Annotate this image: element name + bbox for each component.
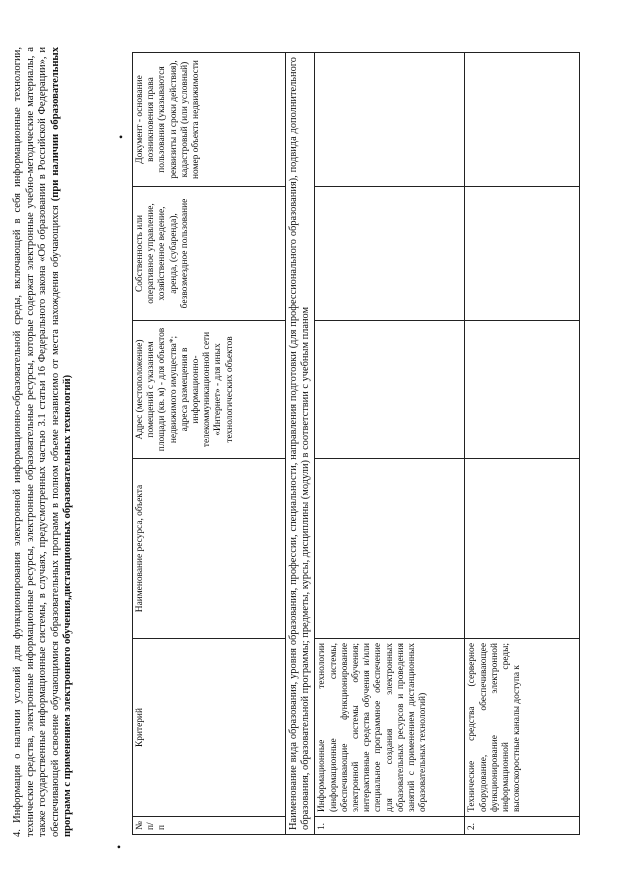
margin-mark: • xyxy=(112,844,126,849)
row-2-num: 2. xyxy=(465,817,580,835)
row-1-document xyxy=(315,53,465,187)
row-1-resource-name xyxy=(315,459,465,639)
row-1-address xyxy=(315,321,465,459)
intro-bold-text: (при наличии образовательных программ с применением электронного обучения,дистанционных образовательных технологий) xyxy=(49,47,74,837)
header-address: Адрес (местоположение) помещений с указанием площади (кв. м) - для объектов недвижимого имущества*; адреса размещения в информационно-телекоммуникационной сети «Интернет» - для иных технологических объектов xyxy=(133,321,286,459)
header-criterion: Критерий xyxy=(133,639,286,817)
header-document: Документ - основание возникновения права пользования (указываются реквизиты и сроки действия), кадастровый (или условный) номер объекта недвижимости xyxy=(133,53,286,187)
intro-text: 4. Информация о наличии условий для функционирования электронной информационно-образовательной среды, включающей в себя информационные технологии, технические средства, электронные информационные ресурсы, электронные образовательные ресурсы, которые содержат электронные учебно-методические материалы, а также государственные информационные системы, в случаях, предусмотренных частью 3.1 статьи 16 Федерального закона «Об образовании в Российской Федерации», и обеспечивающей освоение обучающимися образовательных программ в полном объеме независимо от места нахождения обучающихся xyxy=(12,47,61,837)
resources-table xyxy=(132,52,580,835)
row-1-criterion: Информационные технологии (информационные системы, обеспечивающие функционирование электронной системы обучения; интерактивные средства обучения и/или специальное программное обеспечение для создания электронных образовательных ресурсов и проведения занятий с применением дистанционных образовательных технологий) xyxy=(315,639,465,817)
row-1-num: 1. xyxy=(315,817,465,835)
table-header-row xyxy=(133,53,286,835)
header-ownership: Собственность или оперативное управление, хозяйственное ведение, аренда, (субаренда), безвозмездное пользование xyxy=(133,187,286,321)
table-row xyxy=(465,53,580,835)
row-2-document xyxy=(465,53,580,187)
span-row-text: Наименование вида образования, уровня образования, профессии, специальности, направления подготовки (для профессионального образования), подвида дополнительного образования, образовательной программы; предметы, курсы, дисциплины (модули) в соответствии с учебным планом xyxy=(286,53,315,835)
table-row xyxy=(315,53,465,835)
row-1-ownership xyxy=(315,187,465,321)
row-2-address xyxy=(465,321,580,459)
row-2-criterion: Технические средства (серверное оборудование, обеспечивающее функционирование электронной информационной среды; высокоскоростные каналы доступа к xyxy=(465,639,580,817)
header-num: № п/п xyxy=(133,817,286,835)
row-2-resource-name xyxy=(465,459,580,639)
table-span-row xyxy=(286,53,315,835)
header-resource-name: Наименование ресурса, объекта xyxy=(133,459,286,639)
margin-mark: • xyxy=(114,134,128,139)
row-2-ownership xyxy=(465,187,580,321)
intro-paragraph xyxy=(12,47,75,837)
